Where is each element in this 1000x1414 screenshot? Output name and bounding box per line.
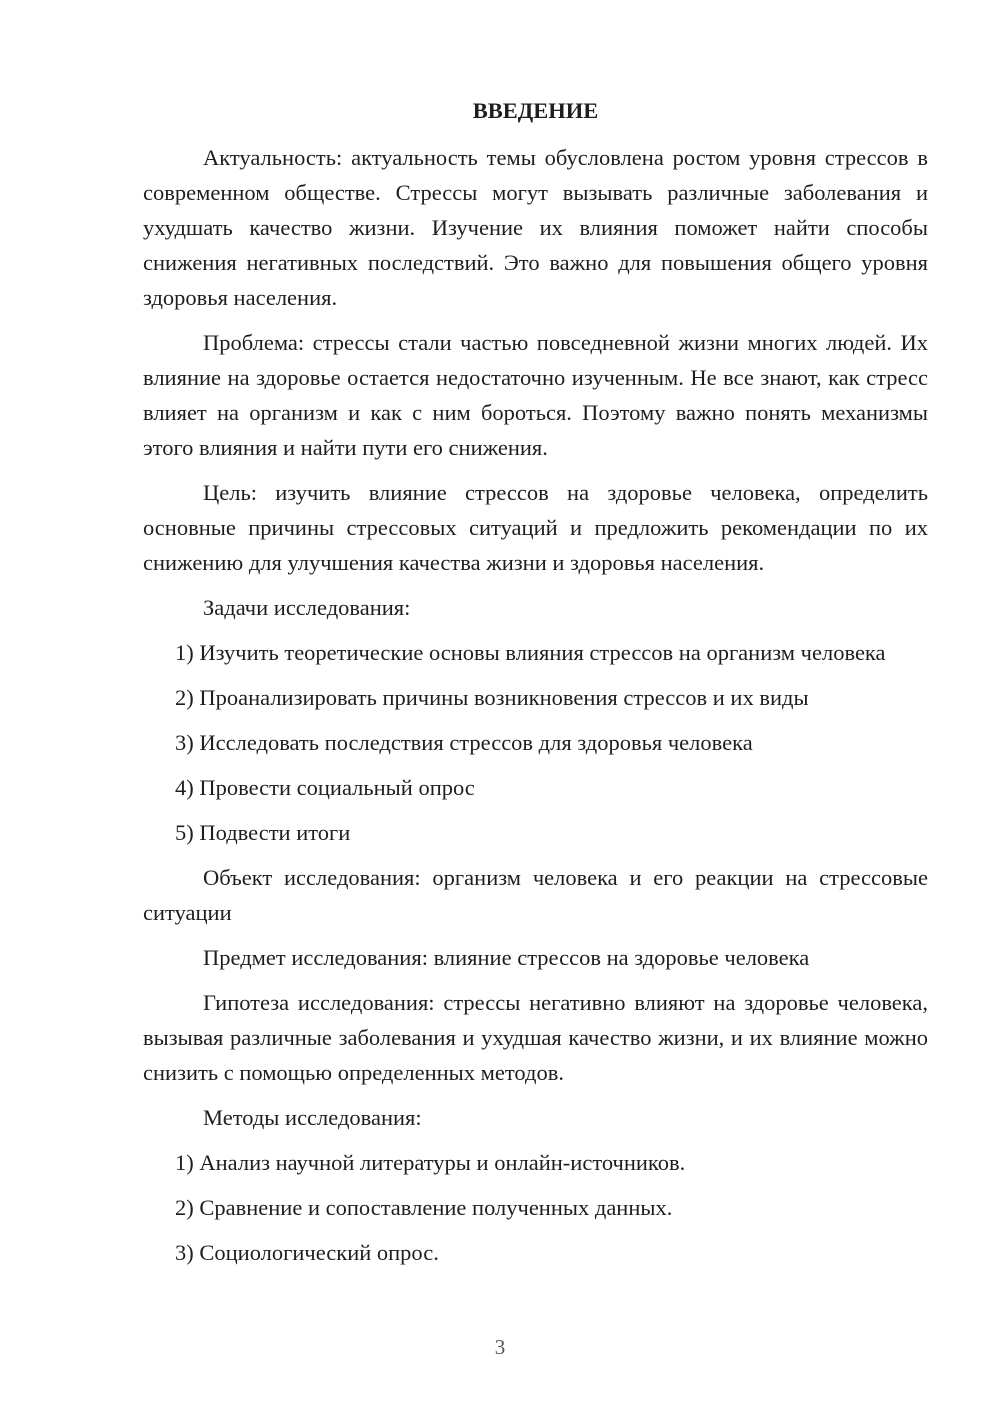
task-item: 5) Подвести итоги: [175, 820, 351, 845]
hypothesis-paragraph: Гипотеза исследования: стрессы негативно влияют на здоровье человека, вызывая различные заболевания и ухудшая качество жизни, и их влияние можно снизить с помощью определенных методов.: [143, 990, 928, 1085]
task-item: 3) Исследовать последствия стрессов для здоровья человека: [175, 730, 753, 755]
tasks-heading: Задачи исследования:: [203, 595, 411, 620]
page-number: 3: [494, 1335, 506, 1359]
task-item: 1) Изучить теоретические основы влияния стрессов на организм человека: [175, 640, 886, 665]
document-page: [143, 96, 928, 1280]
method-item: 2) Сравнение и сопоставление полученных данных.: [175, 1195, 673, 1220]
subject-paragraph: Предмет исследования: влияние стрессов на здоровье человека: [203, 945, 810, 970]
task-item: 4) Провести социальный опрос: [175, 775, 475, 800]
object-paragraph: Объект исследования: организм человека и его реакции на стрессовые ситуации: [143, 865, 928, 925]
document-title: ВВЕДЕНИЕ: [472, 98, 599, 123]
methods-heading: Методы исследования:: [203, 1105, 422, 1130]
method-item: 1) Анализ научной литературы и онлайн-источников.: [175, 1150, 686, 1175]
tasks-list: [143, 635, 928, 850]
goal-paragraph: Цель: изучить влияние стрессов на здоровье человека, определить основные причины стрессовых ситуаций и предложить рекомендации по их снижению для улучшения качества жизни и здоровья населения.: [143, 480, 928, 575]
task-item: 2) Проанализировать причины возникновения стрессов и их виды: [175, 685, 809, 710]
relevance-paragraph: Актуальность: актуальность темы обусловлена ростом уровня стрессов в современном обществе. Стрессы могут вызывать различные заболевания и ухудшать качество жизни. Изучение их влияния поможет найти способы снижения негативных последствий. Это важно для повышения общего уровня здоровья населения.: [143, 145, 928, 310]
problem-paragraph: Проблема: стрессы стали частью повседневной жизни многих людей. Их влияние на здоровье остается недостаточно изученным. Не все знают, как стресс влияет на организм и как с ним бороться. Поэтому важно понять механизмы этого влияния и найти пути его снижения.: [143, 330, 928, 460]
method-item: 3) Социологический опрос.: [175, 1240, 439, 1265]
methods-list: [143, 1145, 928, 1270]
